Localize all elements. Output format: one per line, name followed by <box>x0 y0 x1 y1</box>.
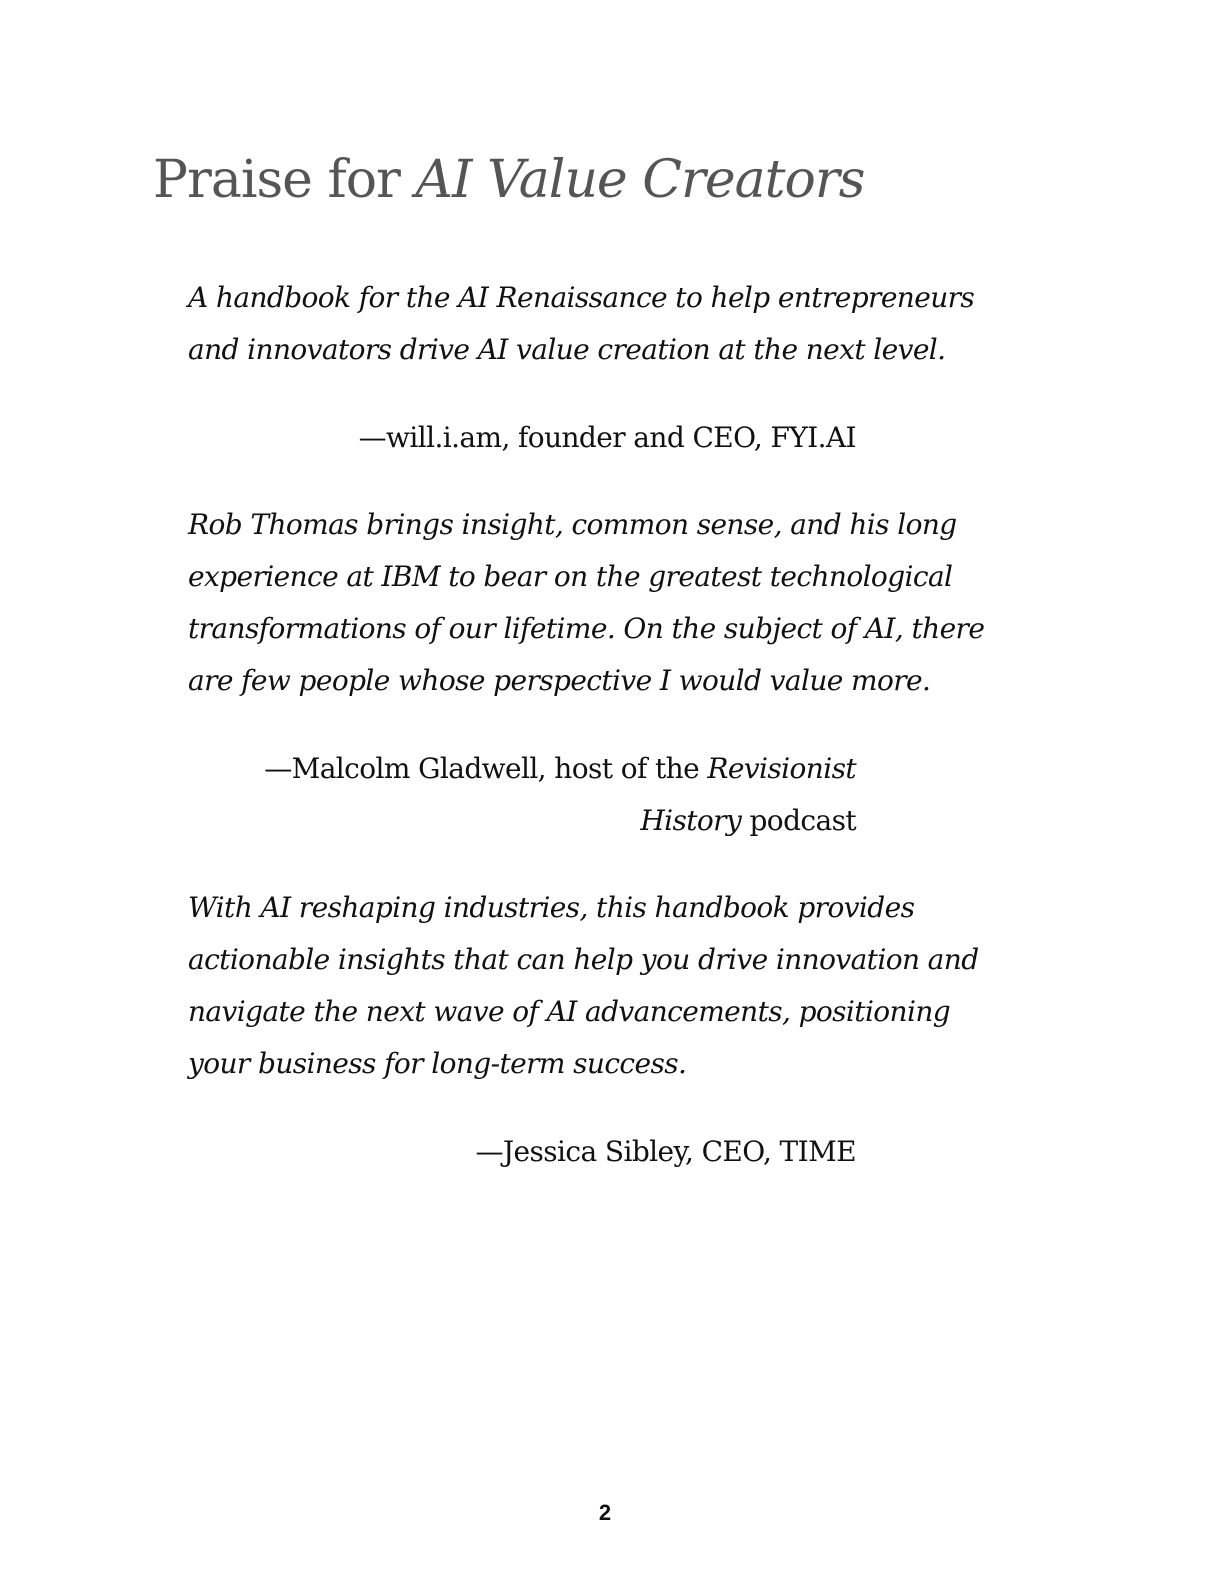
attribution-2 <box>264 743 856 847</box>
quote-line: transformations of our lifetime. On the subject of AI, there <box>188 612 985 645</box>
quote-line: experience at IBM to bear on the greatest technological <box>188 560 953 593</box>
attribution-text: podcast <box>741 804 856 837</box>
quote-line: A handbook for the AI Renaissance to help entrepreneurs <box>188 281 975 314</box>
page-title <box>153 150 864 210</box>
quote-2 <box>188 499 1018 707</box>
quote-line: actionable insights that can help you drive innovation and <box>188 943 979 976</box>
quote-3 <box>188 882 1018 1090</box>
attribution-1: —will.i.am, founder and CEO, FYI.AI <box>358 421 856 454</box>
attribution-text: —Malcolm Gladwell, host of the <box>264 752 708 785</box>
quote-1 <box>188 272 1018 376</box>
quote-line: With AI reshaping industries, this handbook provides <box>188 891 915 924</box>
title-prefix: Praise for <box>153 150 416 210</box>
quote-line: Rob Thomas brings insight, common sense, and his long <box>188 508 957 541</box>
quote-line: navigate the next wave of AI advancements, positioning <box>188 995 951 1028</box>
book-title: AI Value Creators <box>415 150 865 210</box>
quote-line: are few people whose perspective I would value more. <box>188 664 931 697</box>
podcast-title: History <box>640 804 742 837</box>
attribution-3: —Jessica Sibley, CEO, TIME <box>475 1135 856 1168</box>
quote-line: and innovators drive AI value creation at the next level. <box>188 333 946 366</box>
page-number: 2 <box>598 1500 612 1525</box>
podcast-title: Revisionist <box>707 752 856 785</box>
quote-line: your business for long-term success. <box>188 1047 687 1080</box>
